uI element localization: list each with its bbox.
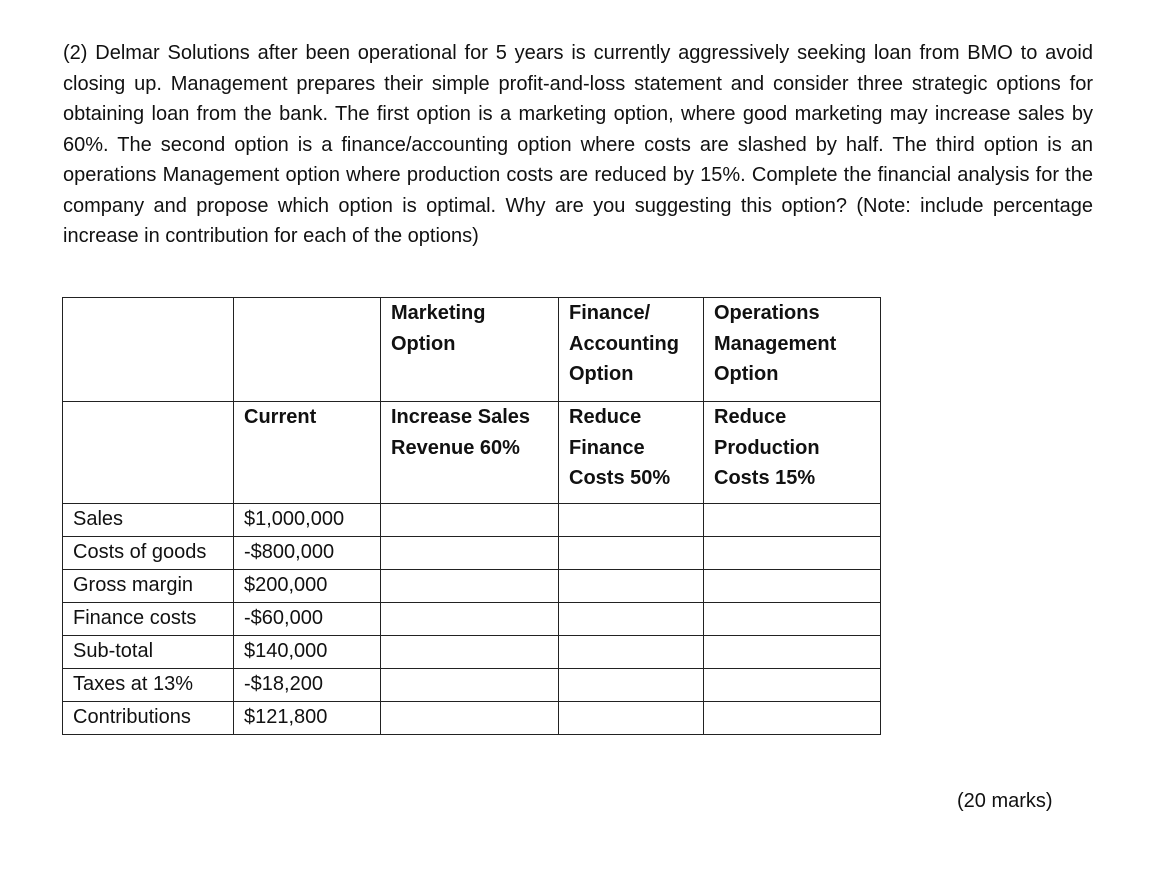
header-cell-empty — [234, 298, 381, 402]
table-row — [63, 603, 881, 636]
marketing-value — [381, 504, 559, 537]
header-line: Increase Sales — [391, 406, 530, 428]
finance-value — [559, 570, 704, 603]
row-label: Taxes at 13% — [63, 669, 234, 702]
header-finance-description — [559, 402, 704, 504]
operations-value — [704, 603, 881, 636]
row-label: Contributions — [63, 702, 234, 735]
current-value: -$60,000 — [234, 603, 381, 636]
header-line: Marketing — [391, 302, 486, 324]
table-row — [63, 636, 881, 669]
header-operations-option — [704, 298, 881, 402]
current-value: -$800,000 — [234, 537, 381, 570]
table-row — [63, 570, 881, 603]
row-label: Finance costs — [63, 603, 234, 636]
header-operations-description — [704, 402, 881, 504]
table-row — [63, 669, 881, 702]
header-row-options — [63, 298, 881, 402]
marketing-value — [381, 636, 559, 669]
header-line: Reduce — [714, 406, 787, 428]
finance-value — [559, 636, 704, 669]
marketing-value — [381, 603, 559, 636]
operations-value — [704, 504, 881, 537]
operations-value — [704, 669, 881, 702]
operations-value — [704, 537, 881, 570]
operations-value — [704, 570, 881, 603]
marketing-value — [381, 702, 559, 735]
header-row-descriptions — [63, 402, 881, 504]
table-row — [63, 702, 881, 735]
header-current: Current — [234, 402, 381, 504]
header-line: Option — [714, 363, 779, 385]
current-value: $200,000 — [234, 570, 381, 603]
header-marketing-option — [381, 298, 559, 402]
current-value: $140,000 — [234, 636, 381, 669]
header-line: Finance/ — [569, 302, 651, 324]
question-text: (2) Delmar Solutions after been operational for 5 years is currently aggressively seeking loan from BMO to avoid closing up. Management prepares their simple profit-and-loss statement and consider three strategic options for obtaining loan from the bank. The first option is a marketing option, where good marketing may increase sales by 60%. The second option is a finance/accounting option where costs are slashed by half. The third option is an operations Management option where production costs are reduced by 15%. Complete the financial analysis for the company and propose which option is optimal. Why are you suggesting this option? (Note: include percentage increase in contribution for each of the options) — [63, 42, 1093, 247]
header-line: Costs 50% — [569, 467, 671, 489]
current-value: $121,800 — [234, 702, 381, 735]
table-row — [63, 537, 881, 570]
header-line: Option — [391, 332, 456, 355]
header-line: Management — [714, 332, 837, 355]
operations-value — [704, 636, 881, 669]
header-line: Operations — [714, 302, 820, 324]
row-label: Sales — [63, 504, 234, 537]
header-finance-option — [559, 298, 704, 402]
marketing-value — [381, 570, 559, 603]
finance-value — [559, 669, 704, 702]
header-line: Costs 15% — [714, 467, 816, 489]
finance-value — [559, 504, 704, 537]
operations-value — [704, 702, 881, 735]
header-line: Option — [569, 363, 634, 385]
marketing-value — [381, 669, 559, 702]
current-value: $1,000,000 — [234, 504, 381, 537]
row-label: Gross margin — [63, 570, 234, 603]
finance-value — [559, 702, 704, 735]
header-line: Reduce — [569, 406, 642, 428]
profit-loss-table — [62, 297, 881, 735]
header-marketing-description — [381, 402, 559, 504]
current-value: -$18,200 — [234, 669, 381, 702]
finance-value — [559, 603, 704, 636]
row-label: Sub-total — [63, 636, 234, 669]
table-row — [63, 504, 881, 537]
header-line: Finance — [569, 436, 645, 459]
header-line: Production — [714, 436, 820, 459]
finance-value — [559, 537, 704, 570]
header-line: Accounting — [569, 332, 679, 355]
marks-label: (20 marks) — [957, 790, 1053, 812]
header-cell-empty — [63, 298, 234, 402]
marketing-value — [381, 537, 559, 570]
header-cell-empty — [63, 402, 234, 504]
header-line: Revenue 60% — [391, 436, 520, 459]
row-label: Costs of goods — [63, 537, 234, 570]
